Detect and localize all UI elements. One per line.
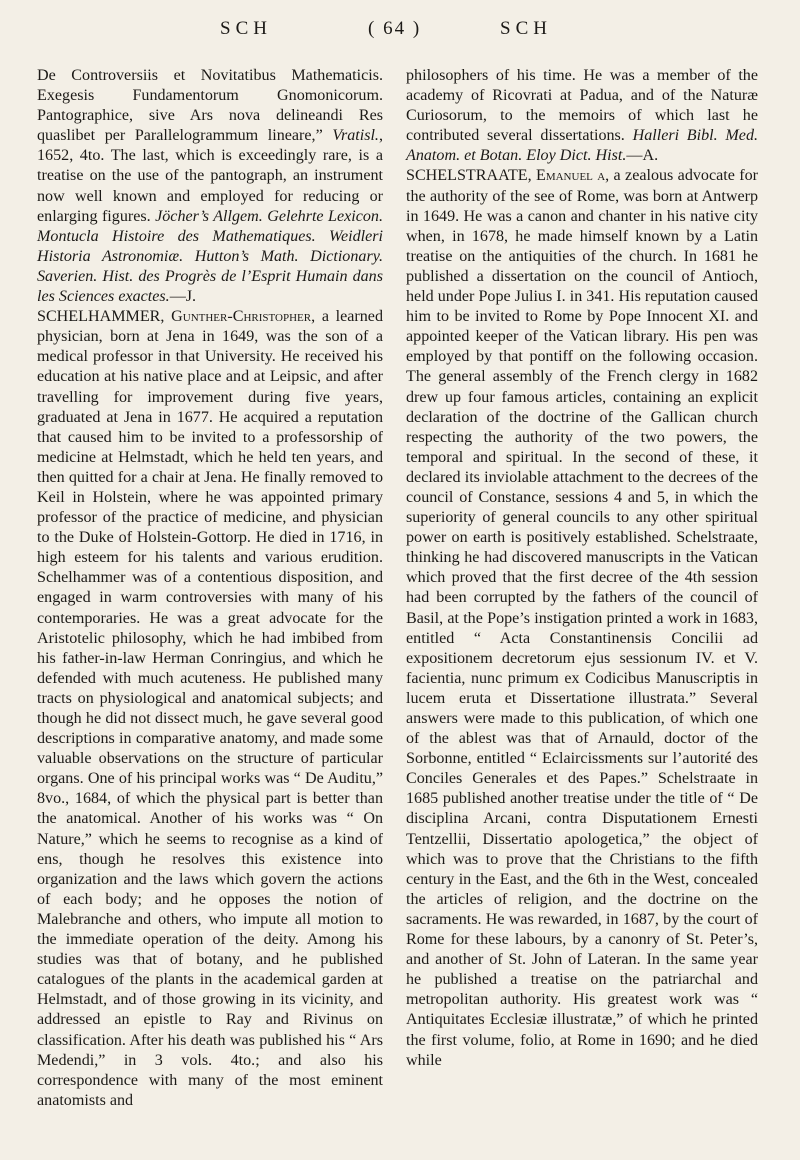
paragraph-continuation: philosophers of his time. He was a member of the academy of Ricovrati at Padua, and of the Naturæ Curiosorum, to the memoirs of which last he contributed several dissertations. Halleri Bibl. Med. Anatom. et Botan. Eloy Dict. Hist.—A.: [406, 67, 759, 165]
page-number: ( 64 ): [368, 18, 422, 39]
header-right: SCH: [500, 18, 552, 39]
left-column: [37, 66, 383, 1111]
right-column: [406, 66, 758, 1071]
entry-headword: SCHELHAMMER,: [37, 308, 165, 326]
entry-headword: SCHELSTRAATE,: [406, 167, 532, 185]
entry-schelstraate: SCHELSTRAATE, Emanuel a, a zealous advocate for the authority of the see of Rome, was born at Antwerp in 1649. He was a canon and chanter in his native city when, in 1678, he made himself known by a Latin treatise on the antiquities of the church. In 1681 he published a dissertation on the council of Antioch, held under Pope Julius I. in 341. His reputation caused him to be invited to Rome by Pope Innocent XI. and appointed keeper of the Vatican library. His pen was employed by that pontiff on the following occasion. The general assembly of the French clergy in 1682 drew up four famous articles, containing an explicit declaration of the doctrine of the Gallican church respecting the authority of the two powers, the temporal and spiritual. In the second of these, it declared its inviolable attachment to the decrees of the council of Constance, sessions 4 and 5, in which the superiority of general councils to any other spiritual power on earth is positively established. Schelstraate, thinking he had discovered manuscripts in the Vatican which proved that the first decree of the 4th session had been corrupted by the fathers of the council of Basil, at the Pope’s instigation printed a work in 1683, entitled “ Acta Constantinensis Concilii ad expositionem decretorum ejus sessionum IV. et V. facientia, nunc primum ex Codicibus Manuscriptis in lucem eruta et Dissertatione illustrata.” Several answers were made to this publication, of which one of the ablest was that of Arnauld, doctor of the Sorbonne, entitled “ Eclaircissments sur l’autorité des Conciles Generales et des Papes.” Schelstraate in 1685 published another treatise under the title of “ De disciplina Arcani, contra Disputationem Ernesti Tentzellii, Dissertatio apologetica,” the object of which was to prove that the Christians to the fifth century in the East, and the 6th in the West, concealed the articles of religion, and the doctrine on the sacraments. He was rewarded, in 1687, by the court of Rome for these labours, by a canonry of St. Peter’s, and another of St. John of Lateran. In the same year he published a treatise on the patriarchal and metropolitan authority. His greatest work was “ Antiquitates Ecclesiæ illustratæ,” of which he printed the first volume, folio, at Rome in 1690; and he died while: [406, 167, 758, 1069]
entry-schelhammer: SCHELHAMMER, Gunther-Christopher, a learned physician, born at Jena in 1649, was the son of a medical professor in that University. He received his education at his native place and at Leipsic, and after travelling for improvement during five years, graduated at Jena in 1677. He acquired a reputation that caused him to be invited to a professorship of medicine at Helmstadt, which he held ten years, and then quitted for a chair at Jena. He finally removed to Keil in Holstein, where he was appointed primary professor of the practice of medicine, and physician to the Duke of Holstein-Gottorp. He died in 1716, in high esteem for his talents and various erudition. Schelhammer was of a contentious disposition, and engaged in warm controversies with many of his contemporaries. He was a great advocate for the Aristotelic philosophy, which he had imbibed from his father-in-law Herman Conringius, and which he defended with much acuteness. He published many tracts on physiological and anatomical subjects; and though he did not dissect much, he gave several good descriptions in comparative anatomy, and made some valuable observations on the structure of particular organs. One of his principal works was “ De Auditu,” 8vo., 1684, of which the physical part is better than the anatomical. Another of his works was “ On Nature,” which he seems to recognise as a kind of ens, though he resolves this existence into organization and the laws which govern the actions of each body; and he opposes the notion of Malebranche and others, who impute all motion to the immediate operation of the deity. Among his studies was that of botany, and he published catalogues of the plants in the academical garden at Helmstadt, and of those growing in its vicinity, and addressed an epistle to Ray and Rivinus on classification. After his death was published his “ Ars Medendi,” in 3 vols. 4to.; and also his correspondence with many of the most eminent anatomists and: [37, 308, 384, 1109]
header-left: SCH: [220, 18, 272, 39]
paragraph-continuation: De Controversiis et Novitatibus Mathematicis. Exegesis Fundamentorum Gnomonicorum. Pantographice, sive Ars nova delineandi Res quaslibet per Parallelogrammum lineare,” Vratisl., 1652, 4to. The last, which is exceedingly rare, is a treatise on the use of the pantograph, an instrument now well known and employed for reducing or enlarging figures. Jöcher’s Allgem. Gelehrte Lexicon. Montucla Histoire des Mathematiques. Weidleri Historia Astronomiæ. Hutton’s Math. Dictionary. Saverien. Hist. des Progrès de l’Esprit Humain dans les Sciences exactes.—J.: [37, 67, 383, 306]
running-header: [0, 10, 800, 50]
